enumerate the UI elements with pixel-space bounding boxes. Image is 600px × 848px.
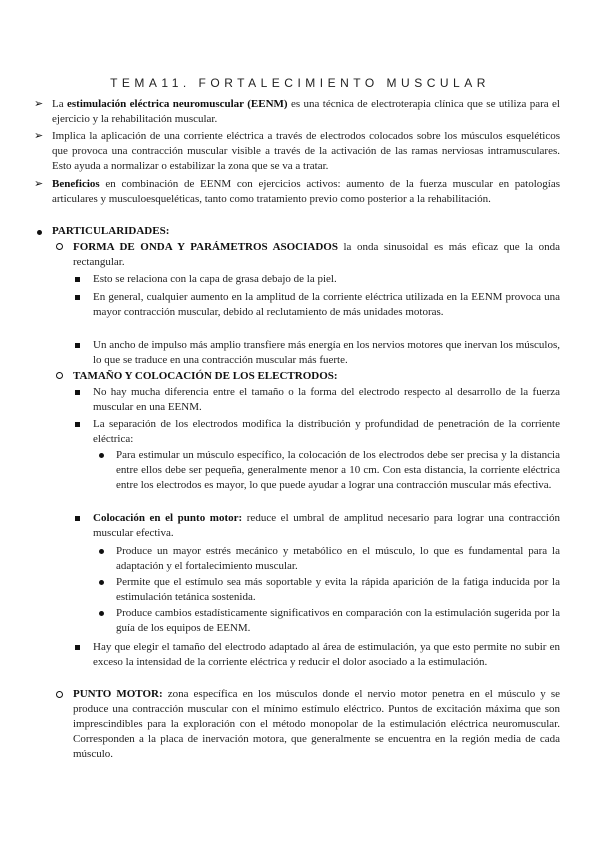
square-bullet-icon [75, 417, 80, 432]
square-bullet-icon [75, 290, 80, 305]
arrow-bullet-icon: ➢ [34, 98, 44, 110]
list-item: Produce cambios estadísticamente significativos en comparación con la estimulación sugerida por la guía de los equipos de EENM. [116, 607, 560, 634]
paragraph-beneficios: Beneficios en combinación de EENM con ejercicios activos: aumento de la fuerza muscular en patologías articulares y musculoesqueléticas, tanto como tratamiento previo como posterior a la rehabilitación. [52, 178, 560, 205]
list-item: No hay mucha diferencia entre el tamaño o la forma del electrodo respecto al desarrollo de la fuerza muscular en una EENM. [93, 386, 560, 413]
list-item: Colocación en el punto motor: reduce el umbral de amplitud necesario para lograr una contracción muscular efectiva. [93, 512, 560, 539]
square-bullet-icon [75, 338, 80, 353]
list-item: Para estimular un músculo específico, la colocación de los electrodos debe ser precisa y la distancia entre ellos debe ser pequeña, generalmente menor a 10 cm. Con esta distancia, la corriente eléctrica entre los electrodos es mayor, lo que puede ayudar a lograr una contracción muscular más efectiva. [116, 449, 560, 491]
circle-bullet-icon [56, 240, 63, 255]
page-title: TEMA11. FORTALECIMIENTO MUSCULAR [110, 76, 490, 90]
list-item: Esto se relaciona con la capa de grasa debajo de la piel. [93, 273, 337, 285]
subsection-punto-motor: PUNTO MOTOR: zona específica en los músculos donde el nervio motor penetra en el músculo y se produce una contracción muscular con el mínimo estímulo eléctrico. Puntos de excitación máxima que son imprescindibles para la exploración con el método monopolar de la estimulación eléctrica neuromuscular. Corresponden a la placa de inervación motora, que generalmente se encuentra en la región media de cada músculo. [73, 688, 560, 760]
dot-bullet-icon [99, 606, 104, 621]
circle-bullet-icon [56, 688, 63, 703]
list-item: En general, cualquier aumento en la amplitud de la corriente eléctrica utilizada en la EENM provoca una mayor contracción muscular, debido al reclutamiento de más unidades motoras. [93, 291, 560, 318]
list-item: Produce un mayor estrés mecánico y metabólico en el músculo, lo que es fundamental para la adaptación y el fortalecimiento muscular. [116, 545, 560, 572]
list-item: Hay que elegir el tamaño del electrodo adaptado al área de estimulación, ya que esto permite no subir en exceso la intensidad de la corriente eléctrica y reducir el dolor asociado a la estimulación. [93, 641, 560, 668]
square-bullet-icon [75, 640, 80, 655]
list-item: Permite que el estímulo sea más soportable y evita la rápida aparición de la fatiga inducida por la estimulación tetánica sostenida. [116, 576, 560, 603]
square-bullet-icon [75, 272, 80, 287]
dot-bullet-icon [99, 575, 104, 590]
arrow-bullet-icon: ➢ [34, 130, 44, 142]
square-bullet-icon [75, 511, 80, 526]
subsection-tamano: TAMAÑO Y COLOCACIÓN DE LOS ELECTRODOS: [73, 370, 338, 382]
heading-particularidades: PARTICULARIDADES: [52, 225, 170, 237]
paragraph-aplicacion: Implica la aplicación de una corriente eléctrica a través de electrodos colocados sobre los músculos esqueléticos que provoca una contracción muscular visible a través de la activación de las ramas nerviosas intramusculares. Esto ayuda a normalizar o estabilizar la zona que se va a tratar. [52, 130, 560, 172]
list-item: Un ancho de impulso más amplio transfiere más energía en los nervios motores que inervan los músculos, lo que se traduce en una contracción muscular más fuerte. [93, 339, 560, 366]
subsection-forma-onda: FORMA DE ONDA Y PARÁMETROS ASOCIADOS la onda sinusoidal es más eficaz que la onda rectangular. [73, 241, 560, 268]
dot-bullet-icon [37, 225, 42, 240]
list-item: La separación de los electrodos modifica la distribución y profundidad de penetración de la corriente eléctrica: [93, 418, 560, 445]
dot-bullet-icon [99, 448, 104, 463]
arrow-bullet-icon: ➢ [34, 178, 44, 190]
paragraph-eenm: La estimulación eléctrica neuromuscular (EENM) es una técnica de electroterapia clínica que se utiliza para el ejercicio y la rehabilitación muscular. [52, 98, 560, 125]
circle-bullet-icon [56, 369, 63, 384]
square-bullet-icon [75, 385, 80, 400]
dot-bullet-icon [99, 544, 104, 559]
